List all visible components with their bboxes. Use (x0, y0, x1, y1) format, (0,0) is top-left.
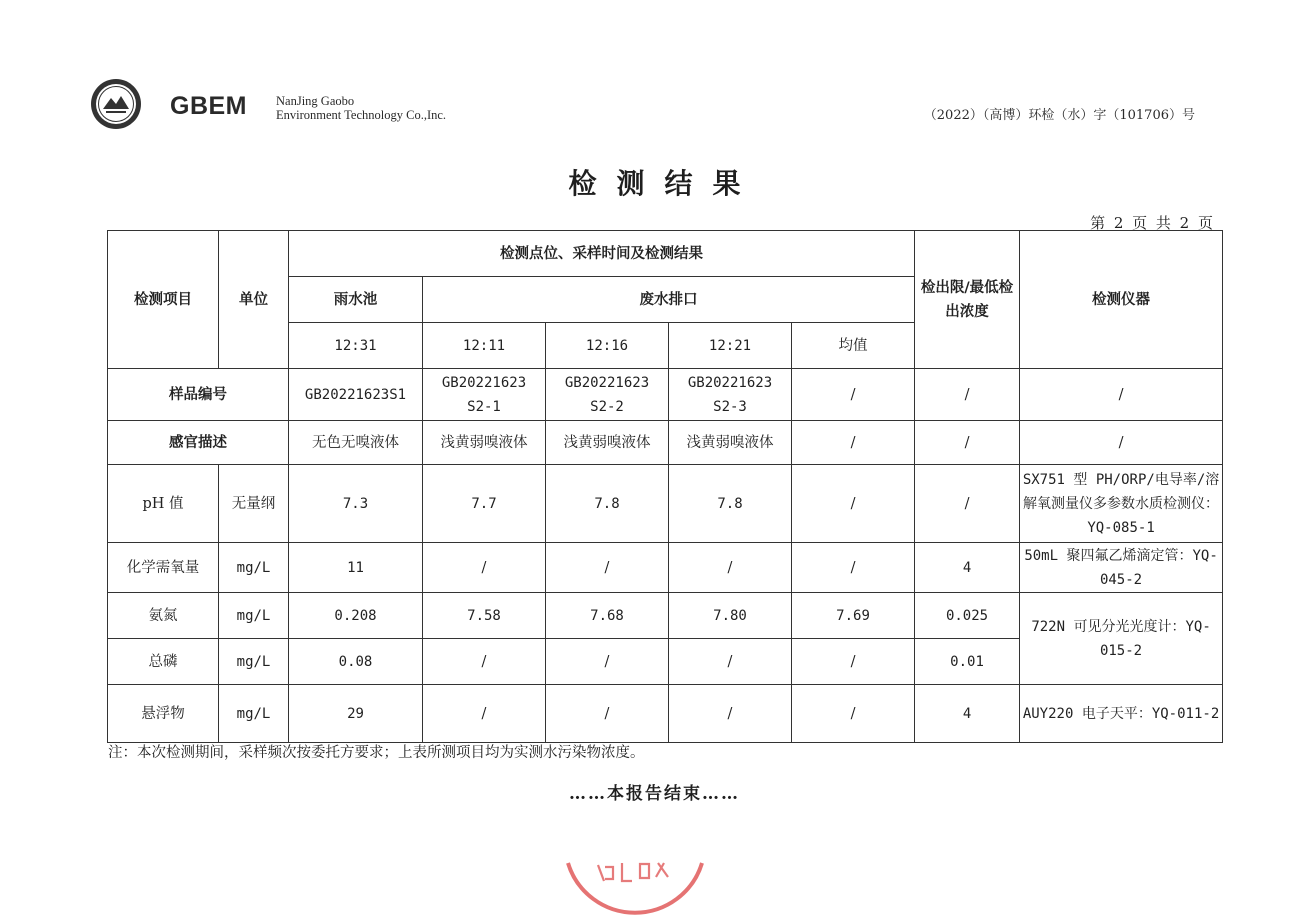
value-cell: 7.80 (669, 593, 792, 639)
row-label: 样品编号 (108, 369, 289, 421)
footnote: 注：本次检测期间，采样频次按委托方要求；上表所测项目均为实测水污染物浓度。 (108, 745, 645, 761)
sample-id-cell: GB20221623 S2-3 (669, 369, 792, 421)
value-cell: / (792, 639, 915, 685)
instrument-cell: AUY220 电子天平：YQ-011-2 (1020, 685, 1223, 743)
value-cell: 7.8 (546, 465, 669, 543)
instrument-cell: / (1020, 421, 1223, 465)
item-unit: mg/L (219, 685, 289, 743)
value-cell: / (792, 465, 915, 543)
limit-cell: 4 (915, 543, 1020, 593)
item-name: 悬浮物 (108, 685, 219, 743)
company-name (276, 94, 446, 122)
value-cell: / (669, 685, 792, 743)
header-unit: 单位 (219, 231, 289, 369)
item-name: pH 值 (108, 465, 219, 543)
table-row-cod (108, 543, 1223, 593)
report-end-marker: ……本报告结束…… (569, 784, 740, 804)
page-title: 检测结果 (568, 167, 761, 200)
item-unit: mg/L (219, 639, 289, 685)
instrument-cell: SX751 型 PH/ORP/电导率/溶解氧测量仪多参数水质检测仪：YQ-085-1 (1020, 465, 1223, 543)
sensory-cell: / (792, 421, 915, 465)
limit-cell: / (915, 465, 1020, 543)
item-name: 化学需氧量 (108, 543, 219, 593)
table-row-suspended-solids (108, 685, 1223, 743)
location-waste: 废水排口 (423, 277, 915, 323)
instrument-cell: 722N 可见分光光度计：YQ-015-2 (1020, 593, 1223, 685)
limit-cell: 0.01 (915, 639, 1020, 685)
instrument-cell: 50mL 聚四氟乙烯滴定管：YQ-045-2 (1020, 543, 1223, 593)
value-cell: / (423, 685, 546, 743)
value-cell: / (792, 685, 915, 743)
item-unit: mg/L (219, 593, 289, 639)
location-rain: 雨水池 (289, 277, 423, 323)
time-cell: 12:31 (289, 323, 423, 369)
results-table (107, 230, 1223, 743)
sensory-cell: 无色无嗅液体 (289, 421, 423, 465)
company-name-line1: NanJing Gaobo (276, 94, 355, 108)
value-cell: 7.69 (792, 593, 915, 639)
company-name-line2: Environment Technology Co.,Inc. (276, 108, 447, 122)
header-limit: 检出限/最低检出浓度 (915, 231, 1020, 369)
sensory-cell: 浅黄弱嗅液体 (423, 421, 546, 465)
item-name: 氨氮 (108, 593, 219, 639)
value-cell: 7.58 (423, 593, 546, 639)
value-cell: 7.3 (289, 465, 423, 543)
value-cell: / (423, 639, 546, 685)
header-instrument: 检测仪器 (1020, 231, 1223, 369)
value-cell: 0.08 (289, 639, 423, 685)
page-indicator: 第 2 页 共 2 页 (1090, 214, 1215, 232)
sample-id-cell: GB20221623S1 (289, 369, 423, 421)
value-cell: / (669, 543, 792, 593)
value-cell: 29 (289, 685, 423, 743)
limit-cell: 4 (915, 685, 1020, 743)
value-cell: / (546, 639, 669, 685)
header-group: 检测点位、采样时间及检测结果 (289, 231, 915, 277)
limit-cell: 0.025 (915, 593, 1020, 639)
time-cell: 12:21 (669, 323, 792, 369)
sample-id-cell: GB20221623 S2-2 (546, 369, 669, 421)
limit-cell: / (915, 369, 1020, 421)
company-seal-icon (90, 78, 142, 130)
limit-cell: / (915, 421, 1020, 465)
value-cell: 0.208 (289, 593, 423, 639)
sample-id-cell: GB20221623 S2-1 (423, 369, 546, 421)
value-cell: 11 (289, 543, 423, 593)
table-row-sensory (108, 421, 1223, 465)
item-unit: mg/L (219, 543, 289, 593)
value-cell: / (423, 543, 546, 593)
value-cell: 7.68 (546, 593, 669, 639)
value-cell: / (546, 685, 669, 743)
table-row-ph (108, 465, 1223, 543)
value-cell: / (669, 639, 792, 685)
item-unit: 无量纲 (219, 465, 289, 543)
instrument-cell: / (1020, 369, 1223, 421)
value-cell: 7.7 (423, 465, 546, 543)
brand-name: GBEM (170, 92, 247, 120)
value-cell: / (792, 543, 915, 593)
item-name: 总磷 (108, 639, 219, 685)
value-cell: 7.8 (669, 465, 792, 543)
row-label: 感官描述 (108, 421, 289, 465)
sensory-cell: 浅黄弱嗅液体 (546, 421, 669, 465)
time-cell: 12:11 (423, 323, 546, 369)
header-item: 检测项目 (108, 231, 219, 369)
time-cell: 12:16 (546, 323, 669, 369)
report-number: （2022）（高博）环检（水）字（101706）号 (923, 108, 1195, 123)
value-cell: / (546, 543, 669, 593)
sample-id-cell: / (792, 369, 915, 421)
table-row-ammonia (108, 593, 1223, 639)
red-stamp-icon (560, 855, 710, 915)
table-row-sample-ids (108, 369, 1223, 421)
sensory-cell: 浅黄弱嗅液体 (669, 421, 792, 465)
time-cell: 均值 (792, 323, 915, 369)
